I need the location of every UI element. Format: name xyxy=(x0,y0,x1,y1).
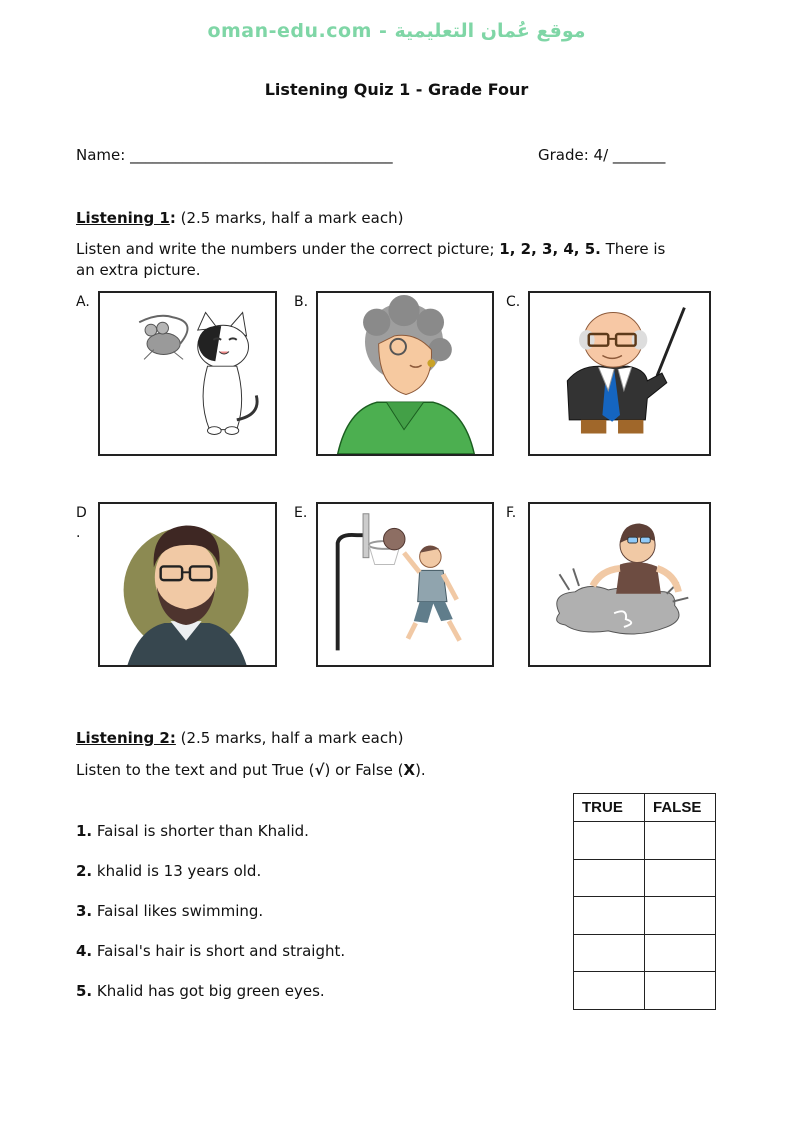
question-number: 3. xyxy=(76,902,93,920)
listening1-heading-row xyxy=(76,209,403,227)
question-number: 5. xyxy=(76,982,93,1000)
cat-and-mouse-icon xyxy=(100,293,275,454)
question-3 xyxy=(76,902,263,920)
question-text: Khalid has got big green eyes. xyxy=(92,982,325,1000)
instruction-text-3: ). xyxy=(415,761,426,779)
listening2-marks: (2.5 marks, half a mark each) xyxy=(175,729,404,747)
page-title: Listening Quiz 1 - Grade Four xyxy=(264,80,529,99)
grandmother-icon xyxy=(318,293,492,454)
cross-symbol: X xyxy=(403,761,416,779)
true-answer-cell[interactable] xyxy=(574,859,645,897)
picture-label-d: D xyxy=(76,505,87,521)
question-2 xyxy=(76,862,261,880)
true-answer-cell[interactable] xyxy=(574,972,645,1010)
question-text: khalid is 13 years old. xyxy=(92,862,262,880)
question-text: Faisal is shorter than Khalid. xyxy=(92,822,309,840)
listening1-colon: : xyxy=(169,209,176,227)
name-row xyxy=(76,146,393,164)
false-answer-cell[interactable] xyxy=(645,972,716,1010)
question-5 xyxy=(76,982,325,1000)
grade-row xyxy=(538,146,665,164)
true-column-header: TRUE xyxy=(574,794,645,822)
table-header-row xyxy=(574,794,716,822)
table-row xyxy=(574,897,716,935)
instruction-text: Listen to the text and put True ( xyxy=(76,761,315,779)
listening2-heading-row xyxy=(76,729,403,747)
watermark: oman-edu.com - موقع عُمان التعليمية xyxy=(207,20,586,42)
listening1-instruction-line2: an extra picture. xyxy=(76,261,201,279)
listening1-instruction xyxy=(76,240,665,258)
table-row xyxy=(574,972,716,1010)
name-label: Name: xyxy=(76,146,131,164)
false-answer-cell[interactable] xyxy=(645,897,716,935)
listening1-heading: Listening 1 xyxy=(76,209,170,227)
question-4 xyxy=(76,942,345,960)
question-number: 1. xyxy=(76,822,93,840)
listening2-instruction xyxy=(76,761,426,779)
picture-b xyxy=(316,291,494,456)
question-text: Faisal likes swimming. xyxy=(92,902,264,920)
teacher-icon xyxy=(530,293,709,454)
picture-label-c: C. xyxy=(506,294,521,310)
basketball-boy-icon xyxy=(318,504,492,665)
picture-label-f: F. xyxy=(506,505,517,521)
false-column-header: FALSE xyxy=(645,794,716,822)
question-1 xyxy=(76,822,309,840)
picture-c xyxy=(528,291,711,456)
picture-label-a: A. xyxy=(76,294,90,310)
listening2-heading: Listening 2: xyxy=(76,729,176,747)
question-number: 4. xyxy=(76,942,93,960)
listening1-marks: (2.5 marks, half a mark each) xyxy=(175,209,404,227)
true-answer-cell[interactable] xyxy=(574,934,645,972)
picture-a xyxy=(98,291,277,456)
false-answer-cell[interactable] xyxy=(645,822,716,860)
tick-symbol: √ xyxy=(314,761,325,779)
name-line: ___________________________________ xyxy=(130,146,393,164)
true-answer-cell[interactable] xyxy=(574,822,645,860)
picture-d xyxy=(98,502,277,667)
grade-line: _______ xyxy=(612,146,666,164)
table-row xyxy=(574,859,716,897)
question-text: Faisal's hair is short and straight. xyxy=(92,942,346,960)
instruction-text: Listen and write the numbers under the correct picture; xyxy=(76,240,500,258)
true-false-table xyxy=(573,793,716,1010)
false-answer-cell[interactable] xyxy=(645,859,716,897)
false-answer-cell[interactable] xyxy=(645,934,716,972)
instruction-numbers: 1, 2, 3, 4, 5. xyxy=(499,240,601,258)
picture-e xyxy=(316,502,494,667)
grade-label: Grade: 4/ xyxy=(538,146,613,164)
picture-label-d-dot: . xyxy=(76,525,81,541)
true-answer-cell[interactable] xyxy=(574,897,645,935)
bearded-man-icon xyxy=(100,504,275,665)
table-row xyxy=(574,822,716,860)
question-number: 2. xyxy=(76,862,93,880)
swimmer-icon xyxy=(530,504,709,665)
picture-label-b: B. xyxy=(294,294,309,310)
instruction-text-2: There is xyxy=(600,240,666,258)
instruction-text-2: ) or False ( xyxy=(324,761,404,779)
picture-label-e: E. xyxy=(294,505,308,521)
picture-f xyxy=(528,502,711,667)
table-row xyxy=(574,934,716,972)
